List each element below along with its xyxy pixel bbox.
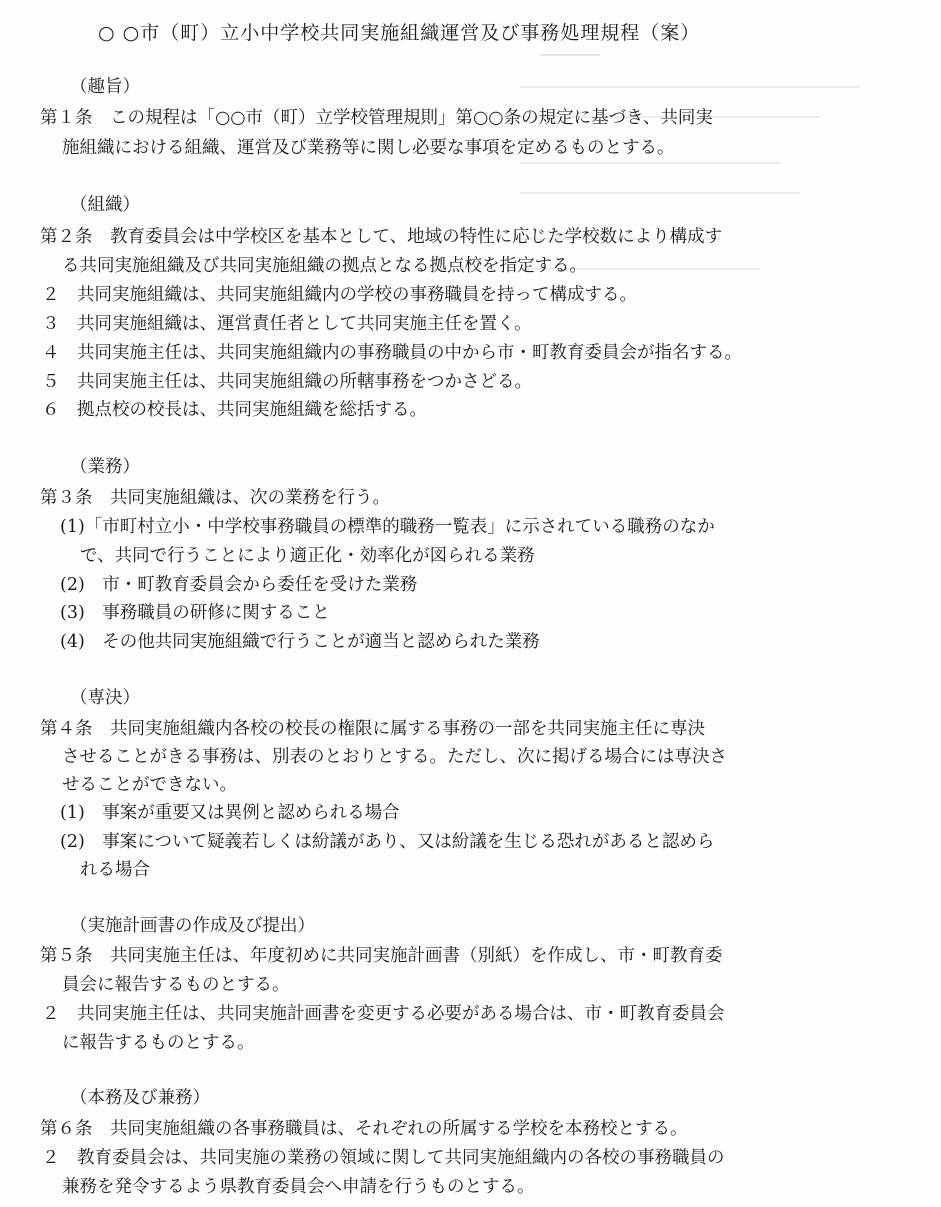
article-6-line-1: 第６条 共同実施組織の各事務職員は、それぞれの所属する学校を本務校とする。 (40, 1119, 688, 1139)
article-6-item-2: ２ 教育委員会は、共同実施の業務の領域に関して共同実施組織内の各校の事務職員の (42, 1148, 725, 1168)
article-3-item-1-cont: で、共同で行うことにより適正化・効率化が図られる業務 (80, 546, 535, 566)
article-5-line-2: 員会に報告するものとする。 (62, 975, 290, 995)
page-title: ○ ○市（町）立小中学校共同実施組織運営及び事務処理規程（案） (98, 22, 701, 44)
article-1-line-1: 第１条 この規程は「○○市（町）立学校管理規則」第○○条の規定に基づき、共同実 (40, 108, 713, 128)
article-3-item-4: (4) その他共同実施組織で行うことが適当と認められた業務 (60, 632, 540, 652)
section-heading-implementation-plan: （実施計画書の作成及び提出） (70, 916, 315, 936)
article-4-item-2: (2) 事案について疑義若しくは紛議があり、又は紛議を生じる恐れがあると認めら (60, 832, 715, 852)
article-2-item-3: ３ 共同実施組織は、運営責任者として共同実施主任を置く。 (42, 314, 532, 334)
article-4-item-1: (1) 事案が重要又は異例と認められる場合 (60, 803, 400, 823)
article-3-item-2: (2) 市・町教育委員会から委任を受けた業務 (60, 575, 418, 595)
article-5-item-2: ２ 共同実施主任は、共同実施計画書を変更する必要がある場合は、市・町教育委員会 (42, 1004, 725, 1024)
section-heading-primary-and-concurrent-duties: （本務及び兼務） (70, 1088, 210, 1108)
section-heading-duties: （業務） (70, 457, 140, 477)
article-4-item-2-cont: れる場合 (80, 860, 150, 880)
article-3-line-1: 第３条 共同実施組織は、次の業務を行う。 (40, 488, 390, 508)
article-4-line-1: 第４条 共同実施組織内各校の校長の権限に属する事務の一部を共同実施主任に専決 (40, 719, 705, 739)
section-heading-delegated-decision: （専決） (70, 688, 140, 708)
section-heading-organization: （組織） (70, 195, 140, 215)
article-5-line-1: 第５条 共同実施主任は、年度初めに共同実施計画書（別紙）を作成し、市・町教育委 (40, 946, 723, 966)
article-5-item-2-cont: に報告するものとする。 (62, 1033, 255, 1053)
article-4-line-3: せることができない。 (62, 775, 237, 795)
article-2-item-2: ２ 共同実施組織は、共同実施組織内の学校の事務職員を持って構成する。 (42, 285, 637, 305)
article-2-line-1: 第２条 教育委員会は中学校区を基本として、地域の特性に応じた学校数により構成す (40, 227, 723, 247)
article-2-item-6: ６ 拠点校の校長は、共同実施組織を総括する。 (42, 400, 427, 420)
section-heading-purpose: （趣旨） (70, 77, 140, 97)
article-2-item-4: ４ 共同実施主任は、共同実施組織内の事務職員の中から市・町教育委員会が指名する。 (42, 343, 742, 363)
article-2-line-2: る共同実施組織及び共同実施組織の拠点となる拠点校を指定する。 (62, 256, 587, 276)
article-3-item-3: (3) 事務職員の研修に関すること (60, 603, 330, 623)
article-4-line-2: させることがきる事務は、別表のとおりとする。ただし、次に掲げる場合には専決さ (62, 747, 727, 767)
article-6-item-2-cont: 兼務を発令するよう県教育委員会へ申請を行うものとする。 (62, 1177, 535, 1197)
article-2-item-5: ５ 共同実施主任は、共同実施組織の所轄事務をつかさどる。 (42, 372, 532, 392)
article-1-line-2: 施組織における組織、運営及び業務等に関し必要な事項を定めるものとする。 (62, 138, 675, 158)
article-3-item-1: (1)「市町村立小・中学校事務職員の標準的職務一覧表」に示されている職務のなか (60, 517, 715, 537)
